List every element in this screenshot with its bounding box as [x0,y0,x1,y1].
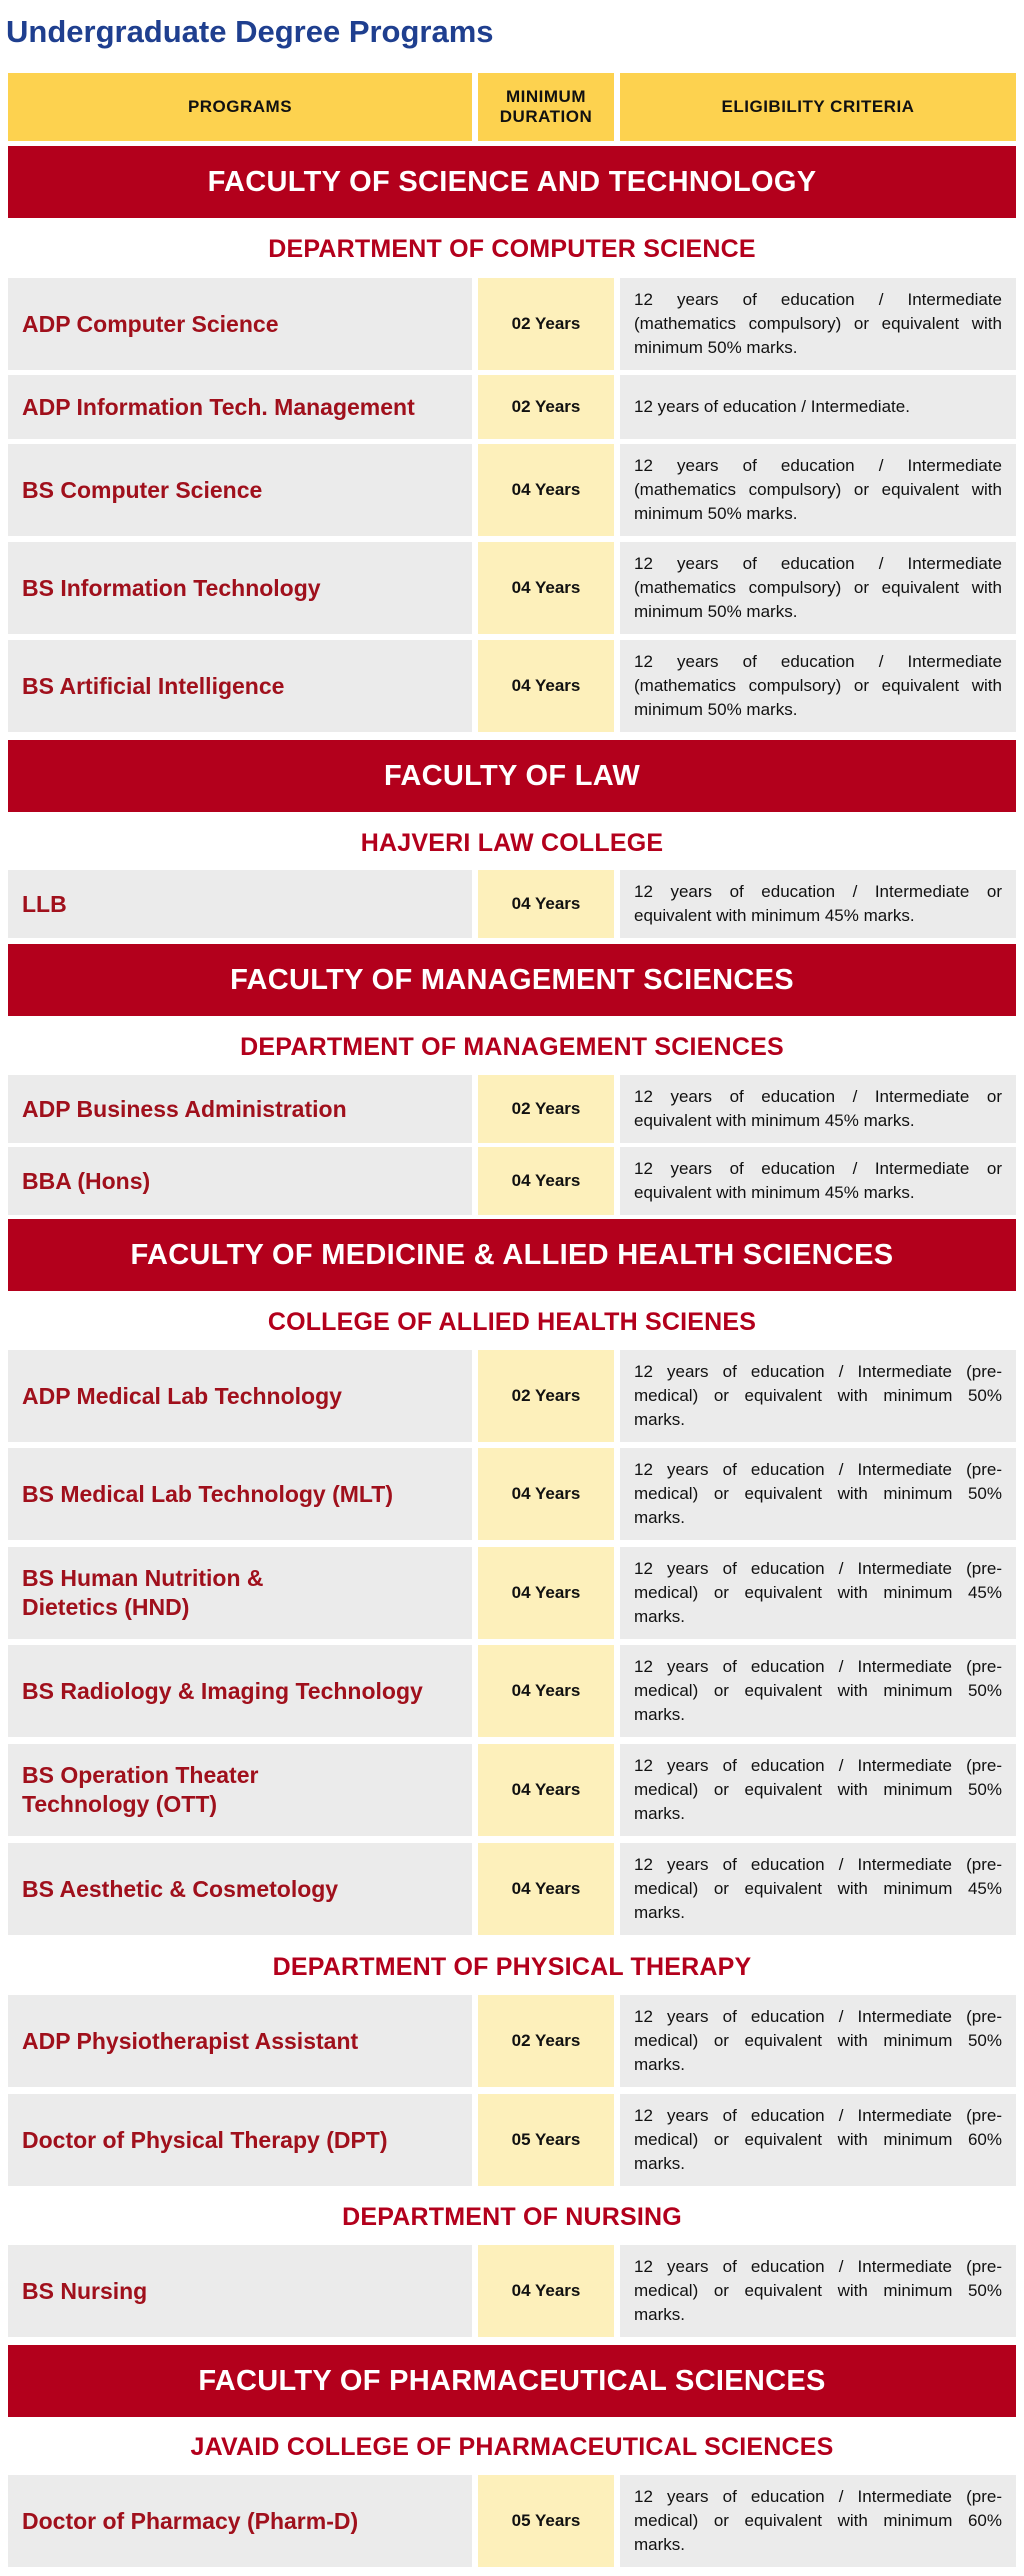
program-name: BS Radiology & Imaging Technology [8,1645,472,1737]
page-title: Undergraduate Degree Programs [6,14,494,49]
program-name: ADP Computer Science [8,278,472,370]
program-criteria [620,1547,1016,1639]
program-name: ADP Medical Lab Technology [8,1350,472,1442]
criteria-text: 12 years of education / Intermediate (pre-medical) or equivalent with minimum 50% marks. [634,1756,1002,1823]
criteria-text: 12 years of education / Intermediate (mathematics compulsory) or equivalent with minimum 50% marks. [634,652,1002,719]
criteria-text: 12 years of education / Intermediate (pre-medical) or equivalent with minimum 50% marks. [634,1460,1002,1527]
program-criteria [620,278,1016,370]
department-heading: DEPARTMENT OF COMPUTER SCIENCE [268,234,756,263]
column-header-duration [478,73,614,141]
program-duration: 02 Years [478,1075,614,1143]
program-name: Doctor of Physical Therapy (DPT) [8,2094,472,2186]
program-name-text: BS Human Nutrition & Dietetics (HND) [22,1565,264,1620]
program-name: BBA (Hons) [8,1147,472,1215]
program-duration: 04 Years [478,1645,614,1737]
department-heading: DEPARTMENT OF MANAGEMENT SCIENCES [240,1032,784,1061]
criteria-text: 12 years of education / Intermediate (pre-medical) or equivalent with minimum 50% marks. [634,1657,1002,1724]
department-heading: JAVAID COLLEGE OF PHARMACEUTICAL SCIENCES [190,2432,834,2461]
program-criteria [620,870,1016,938]
program-duration: 05 Years [478,2475,614,2567]
program-duration: 04 Years [478,1843,614,1935]
criteria-text: 12 years of education / Intermediate (pre-medical) or equivalent with minimum 45% marks. [634,1855,1002,1922]
faculty-banner: FACULTY OF MEDICINE & ALLIED HEALTH SCIENCES [8,1219,1016,1291]
department-heading: HAJVERI LAW COLLEGE [360,828,664,857]
program-name: BS Computer Science [8,444,472,536]
program-name: LLB [8,870,472,938]
criteria-text: 12 years of education / Intermediate. [634,397,910,416]
program-name: ADP Physiotherapist Assistant [8,1995,472,2087]
program-duration: 02 Years [478,1995,614,2087]
program-name: BS Information Technology [8,542,472,634]
program-criteria [620,1448,1016,1540]
program-criteria [620,1744,1016,1836]
department-heading: COLLEGE OF ALLIED HEALTH SCIENES [267,1307,757,1336]
program-name-text: BS Operation Theater Technology (OTT) [22,1762,259,1817]
faculty-banner: FACULTY OF SCIENCE AND TECHNOLOGY [8,146,1016,218]
department-heading: DEPARTMENT OF PHYSICAL THERAPY [272,1952,752,1981]
program-duration: 05 Years [478,2094,614,2186]
program-criteria [620,1350,1016,1442]
column-header-programs: PROGRAMS [8,73,472,141]
program-duration: 04 Years [478,542,614,634]
program-name: BS Aesthetic & Cosmetology [8,1843,472,1935]
program-criteria [620,1147,1016,1215]
program-criteria [620,2094,1016,2186]
program-criteria [620,1843,1016,1935]
criteria-text: 12 years of education / Intermediate (pre-medical) or equivalent with minimum 60% marks. [634,2487,1002,2554]
program-criteria [620,640,1016,732]
program-criteria [620,1645,1016,1737]
criteria-text: 12 years of education / Intermediate (pre-medical) or equivalent with minimum 45% marks. [634,1559,1002,1626]
faculty-banner: FACULTY OF LAW [8,740,1016,812]
program-duration: 04 Years [478,1744,614,1836]
program-duration: 04 Years [478,640,614,732]
criteria-text: 12 years of education / Intermediate (pre-medical) or equivalent with minimum 50% marks. [634,1362,1002,1429]
duration-header-label: MINIMUM DURATION [499,86,593,126]
program-duration: 04 Years [478,444,614,536]
faculty-banner: FACULTY OF MANAGEMENT SCIENCES [8,944,1016,1016]
criteria-text: 12 years of education / Intermediate (pre-medical) or equivalent with minimum 60% marks. [634,2106,1002,2173]
criteria-text: 12 years of education / Intermediate or equivalent with minimum 45% marks. [634,882,1002,925]
program-name: Doctor of Pharmacy (Pharm-D) [8,2475,472,2567]
criteria-text: 12 years of education / Intermediate (mathematics compulsory) or equivalent with minimum 50% marks. [634,554,1002,621]
program-duration: 04 Years [478,1448,614,1540]
program-criteria [620,1995,1016,2087]
program-criteria [620,2475,1016,2567]
program-name [8,1744,472,1836]
program-duration: 02 Years [478,375,614,439]
program-criteria [620,1075,1016,1143]
program-duration: 04 Years [478,2245,614,2337]
criteria-text: 12 years of education / Intermediate (mathematics compulsory) or equivalent with minimum 50% marks. [634,456,1002,523]
column-header-criteria: ELIGIBILITY CRITERIA [620,73,1016,141]
criteria-text: 12 years of education / Intermediate or equivalent with minimum 45% marks. [634,1087,1002,1130]
criteria-text: 12 years of education / Intermediate (pre-medical) or equivalent with minimum 50% marks. [634,2007,1002,2074]
criteria-text: 12 years of education / Intermediate (mathematics compulsory) or equivalent with minimum 50% marks. [634,290,1002,357]
program-name: BS Nursing [8,2245,472,2337]
program-duration: 04 Years [478,1147,614,1215]
program-criteria [620,444,1016,536]
program-criteria [620,2245,1016,2337]
program-duration: 04 Years [478,870,614,938]
program-name: ADP Business Administration [8,1075,472,1143]
program-duration: 02 Years [478,1350,614,1442]
program-name: BS Artificial Intelligence [8,640,472,732]
program-criteria [620,375,1016,439]
criteria-text: 12 years of education / Intermediate (pre-medical) or equivalent with minimum 50% marks. [634,2257,1002,2324]
department-heading: DEPARTMENT OF NURSING [342,2202,682,2231]
program-name: BS Medical Lab Technology (MLT) [8,1448,472,1540]
program-criteria [620,542,1016,634]
program-duration: 04 Years [478,1547,614,1639]
program-name: ADP Information Tech. Management [8,375,472,439]
program-duration: 02 Years [478,278,614,370]
program-name [8,1547,472,1639]
criteria-text: 12 years of education / Intermediate or equivalent with minimum 45% marks. [634,1159,1002,1202]
faculty-banner: FACULTY OF PHARMACEUTICAL SCIENCES [8,2345,1016,2417]
